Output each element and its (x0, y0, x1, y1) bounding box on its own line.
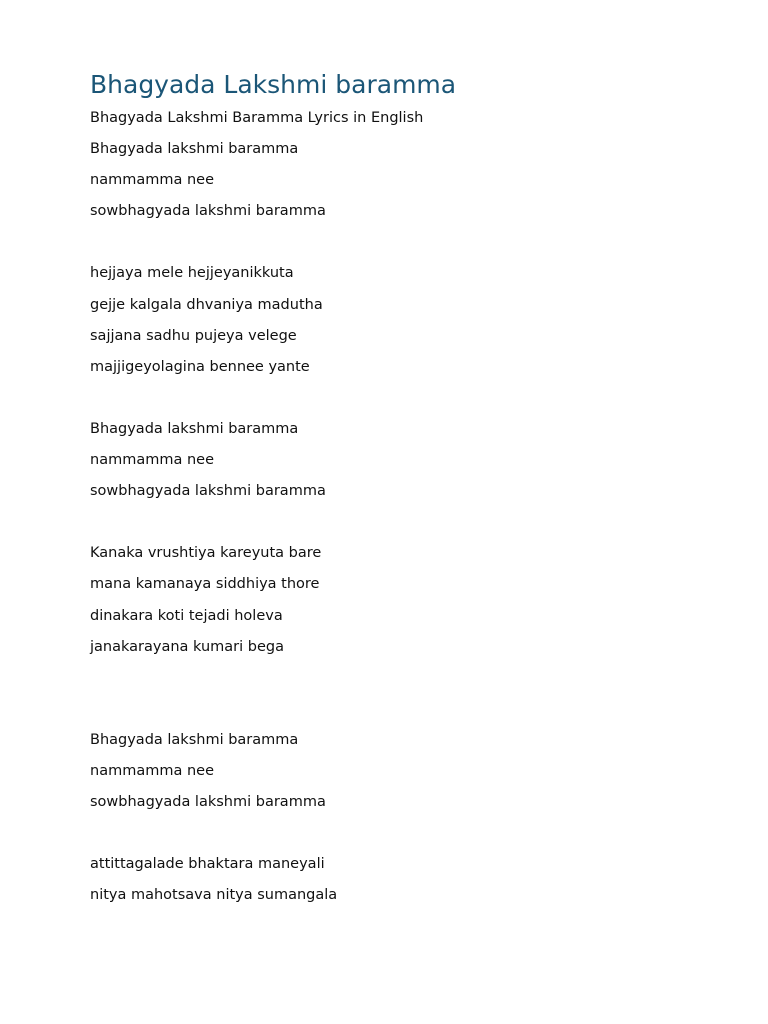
lyric-line: Bhagyada lakshmi baramma (90, 141, 299, 158)
lyric-line: sajjana sadhu pujeya velege (90, 327, 297, 344)
lyric-line: sowbhagyada lakshmi baramma (90, 794, 326, 811)
lyric-line: mana kamanaya siddhiya thore (90, 576, 320, 593)
page-title: Bhagyada Lakshmi baramma (90, 70, 457, 99)
blank-line (90, 694, 730, 725)
lyric-line: nammamma nee (90, 172, 214, 189)
lyric-line: janakarayana kumari bega (90, 638, 284, 655)
lyric-line: hejjaya mele hejjeyanikkuta (90, 265, 294, 282)
lyric-line: gejje kalgala dhvaniya madutha (90, 296, 323, 313)
blank-line (90, 507, 730, 538)
blank-line (90, 818, 730, 849)
document-page (90, 68, 730, 911)
lyric-line: majjigeyolagina bennee yante (90, 358, 310, 375)
lyric-line: nammamma nee (90, 452, 214, 469)
lyrics-body (90, 103, 730, 911)
lyric-line: nammamma nee (90, 762, 214, 779)
blank-line (90, 227, 730, 258)
lyric-line: nitya mahotsava nitya sumangala (90, 887, 338, 904)
blank-line (90, 663, 730, 694)
lyric-line: Bhagyada lakshmi baramma (90, 420, 299, 437)
lyric-line: attittagalade bhaktara maneyali (90, 856, 325, 873)
lyric-line: sowbhagyada lakshmi baramma (90, 483, 326, 500)
blank-line (90, 383, 730, 414)
subtitle-line: Bhagyada Lakshmi Baramma Lyrics in English (90, 110, 424, 126)
lyric-line: sowbhagyada lakshmi baramma (90, 203, 326, 220)
lyric-line: Bhagyada lakshmi baramma (90, 731, 299, 748)
lyric-line: Kanaka vrushtiya kareyuta bare (90, 545, 322, 562)
lyric-line: dinakara koti tejadi holeva (90, 607, 283, 624)
